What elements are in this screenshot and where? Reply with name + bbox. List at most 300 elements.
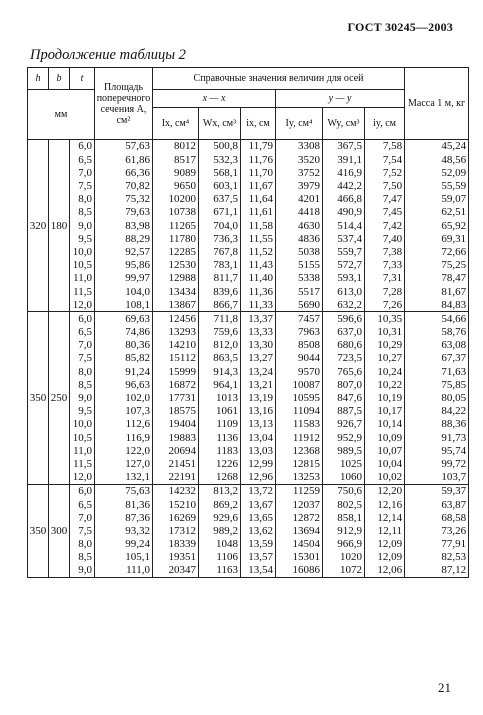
table-row bbox=[28, 298, 469, 312]
cell-iy-moment: 15301 bbox=[276, 551, 323, 564]
header-area: Площадь поперечного сечения A, см² bbox=[95, 68, 153, 140]
table-row bbox=[28, 524, 469, 537]
table-row bbox=[28, 206, 469, 219]
cell-wx-modulus: 759,6 bbox=[199, 326, 241, 339]
table-row bbox=[28, 352, 469, 365]
cell-wx-modulus: 811,7 bbox=[199, 272, 241, 285]
cell-ix-radius: 13,13 bbox=[241, 418, 276, 431]
cell-height: 350 bbox=[28, 312, 49, 484]
cell-area: 105,1 bbox=[95, 551, 153, 564]
table-row bbox=[28, 166, 469, 179]
table-row bbox=[28, 511, 469, 524]
table-row bbox=[28, 180, 469, 193]
cell-iy-radius: 12,16 bbox=[365, 498, 405, 511]
header-axis-y: y — y bbox=[276, 90, 405, 108]
cell-ix-radius: 13,62 bbox=[241, 524, 276, 537]
cell-ix-moment: 9650 bbox=[153, 180, 199, 193]
cell-iy-radius: 10,19 bbox=[365, 392, 405, 405]
cell-ix-moment: 15210 bbox=[153, 498, 199, 511]
table-row bbox=[28, 326, 469, 339]
cell-area: 116,9 bbox=[95, 431, 153, 444]
cell-iy-moment: 5517 bbox=[276, 285, 323, 298]
cell-area: 70,82 bbox=[95, 180, 153, 193]
cell-iy-radius: 10,35 bbox=[365, 312, 405, 326]
cell-ix-radius: 11,67 bbox=[241, 180, 276, 193]
cell-ix-moment: 16269 bbox=[153, 511, 199, 524]
cell-iy-radius: 7,45 bbox=[365, 206, 405, 219]
cell-ix-moment: 11780 bbox=[153, 232, 199, 245]
header-axis-x: x — x bbox=[153, 90, 276, 108]
cell-ix-radius: 11,52 bbox=[241, 246, 276, 259]
cell-mass: 63,87 bbox=[405, 498, 469, 511]
cell-thickness: 11,5 bbox=[70, 458, 95, 471]
cell-wx-modulus: 863,5 bbox=[199, 352, 241, 365]
cell-iy-radius: 7,38 bbox=[365, 246, 405, 259]
cell-iy-radius: 12,09 bbox=[365, 538, 405, 551]
cell-area: 107,3 bbox=[95, 405, 153, 418]
table-row bbox=[28, 219, 469, 232]
header-b: b bbox=[49, 68, 70, 90]
cell-mass: 71,63 bbox=[405, 365, 469, 378]
cell-thickness: 8,5 bbox=[70, 551, 95, 564]
cell-thickness: 7,0 bbox=[70, 339, 95, 352]
cell-iy-radius: 7,40 bbox=[365, 232, 405, 245]
cell-mass: 55,59 bbox=[405, 180, 469, 193]
table-row bbox=[28, 140, 469, 154]
cell-area: 80,36 bbox=[95, 339, 153, 352]
cell-mass: 75,25 bbox=[405, 259, 469, 272]
cell-ix-moment: 12530 bbox=[153, 259, 199, 272]
cell-thickness: 6,5 bbox=[70, 498, 95, 511]
cell-wy-modulus: 926,7 bbox=[323, 418, 365, 431]
cell-thickness: 10,5 bbox=[70, 259, 95, 272]
cell-iy-radius: 10,07 bbox=[365, 444, 405, 457]
cell-area: 81,36 bbox=[95, 498, 153, 511]
cell-thickness: 8,0 bbox=[70, 365, 95, 378]
table-row bbox=[28, 538, 469, 551]
cell-ix-moment: 8012 bbox=[153, 140, 199, 154]
cell-ix-radius: 11,76 bbox=[241, 153, 276, 166]
header-mm: мм bbox=[28, 90, 95, 140]
cell-wx-modulus: 1061 bbox=[199, 405, 241, 418]
cell-ix-moment: 20347 bbox=[153, 564, 199, 578]
cell-wx-modulus: 866,7 bbox=[199, 298, 241, 312]
table-row bbox=[28, 564, 469, 578]
cell-wy-modulus: 1025 bbox=[323, 458, 365, 471]
cell-thickness: 9,0 bbox=[70, 219, 95, 232]
cell-wy-modulus: 537,4 bbox=[323, 232, 365, 245]
table-row bbox=[28, 418, 469, 431]
header-h: h bbox=[28, 68, 49, 90]
cell-wx-modulus: 704,0 bbox=[199, 219, 241, 232]
cell-thickness: 9,0 bbox=[70, 392, 95, 405]
cell-iy-radius: 10,14 bbox=[365, 418, 405, 431]
cell-iy-moment: 7963 bbox=[276, 326, 323, 339]
cell-ix-moment: 18339 bbox=[153, 538, 199, 551]
cell-iy-moment: 3520 bbox=[276, 153, 323, 166]
table-row bbox=[28, 392, 469, 405]
cell-wx-modulus: 1106 bbox=[199, 551, 241, 564]
table-row bbox=[28, 471, 469, 485]
cell-mass: 95,74 bbox=[405, 444, 469, 457]
cell-area: 66,36 bbox=[95, 166, 153, 179]
cell-wx-modulus: 532,3 bbox=[199, 153, 241, 166]
cell-ix-radius: 12,96 bbox=[241, 471, 276, 485]
cell-area: 75,32 bbox=[95, 193, 153, 206]
cell-thickness: 6,5 bbox=[70, 326, 95, 339]
table-row bbox=[28, 339, 469, 352]
cell-ix-moment: 12456 bbox=[153, 312, 199, 326]
cell-thickness: 12,0 bbox=[70, 298, 95, 312]
cell-ix-moment: 18575 bbox=[153, 405, 199, 418]
cell-mass: 103,7 bbox=[405, 471, 469, 485]
cell-mass: 72,66 bbox=[405, 246, 469, 259]
header-reference: Справочные значения величин для осей bbox=[153, 68, 405, 90]
cell-mass: 81,67 bbox=[405, 285, 469, 298]
cell-ix-radius: 11,58 bbox=[241, 219, 276, 232]
cell-iy-radius: 10,27 bbox=[365, 352, 405, 365]
cell-wx-modulus: 568,1 bbox=[199, 166, 241, 179]
cell-mass: 58,76 bbox=[405, 326, 469, 339]
cell-mass: 54,66 bbox=[405, 312, 469, 326]
header-mass: Масса 1 м, кг bbox=[405, 68, 469, 140]
header-wx-modulus: Wx, см³ bbox=[199, 108, 241, 140]
header-t: t bbox=[70, 68, 95, 90]
specification-table bbox=[27, 67, 469, 578]
cell-mass: 68,58 bbox=[405, 511, 469, 524]
cell-iy-radius: 7,26 bbox=[365, 298, 405, 312]
cell-area: 74,86 bbox=[95, 326, 153, 339]
table-row bbox=[28, 378, 469, 391]
cell-thickness: 10,0 bbox=[70, 418, 95, 431]
cell-thickness: 8,5 bbox=[70, 378, 95, 391]
cell-wx-modulus: 500,8 bbox=[199, 140, 241, 154]
cell-ix-radius: 11,36 bbox=[241, 285, 276, 298]
cell-ix-radius: 13,37 bbox=[241, 312, 276, 326]
cell-wy-modulus: 637,0 bbox=[323, 326, 365, 339]
cell-ix-radius: 13,30 bbox=[241, 339, 276, 352]
cell-area: 112,6 bbox=[95, 418, 153, 431]
cell-thickness: 6,5 bbox=[70, 153, 95, 166]
cell-iy-radius: 10,31 bbox=[365, 326, 405, 339]
cell-wx-modulus: 1013 bbox=[199, 392, 241, 405]
cell-iy-moment: 11912 bbox=[276, 431, 323, 444]
cell-thickness: 7,0 bbox=[70, 166, 95, 179]
cell-ix-radius: 13,19 bbox=[241, 392, 276, 405]
cell-iy-radius: 10,17 bbox=[365, 405, 405, 418]
cell-iy-moment: 11583 bbox=[276, 418, 323, 431]
cell-area: 104,0 bbox=[95, 285, 153, 298]
table-row bbox=[28, 285, 469, 298]
page-number: 21 bbox=[438, 680, 451, 695]
cell-ix-moment: 9089 bbox=[153, 166, 199, 179]
cell-iy-moment: 7457 bbox=[276, 312, 323, 326]
cell-ix-moment: 14232 bbox=[153, 484, 199, 498]
cell-iy-moment: 11259 bbox=[276, 484, 323, 498]
cell-mass: 99,72 bbox=[405, 458, 469, 471]
cell-area: 61,86 bbox=[95, 153, 153, 166]
cell-ix-moment: 16872 bbox=[153, 378, 199, 391]
cell-iy-radius: 12,20 bbox=[365, 484, 405, 498]
cell-area: 95,86 bbox=[95, 259, 153, 272]
cell-area: 83,98 bbox=[95, 219, 153, 232]
cell-area: 88,29 bbox=[95, 232, 153, 245]
cell-ix-moment: 11265 bbox=[153, 219, 199, 232]
cell-ix-radius: 13,57 bbox=[241, 551, 276, 564]
cell-iy-radius: 10,02 bbox=[365, 471, 405, 485]
cell-mass: 69,31 bbox=[405, 232, 469, 245]
cell-ix-radius: 13,24 bbox=[241, 365, 276, 378]
cell-thickness: 9,0 bbox=[70, 564, 95, 578]
cell-ix-radius: 13,03 bbox=[241, 444, 276, 457]
cell-thickness: 7,5 bbox=[70, 180, 95, 193]
cell-ix-moment: 19404 bbox=[153, 418, 199, 431]
table-body bbox=[28, 140, 469, 578]
cell-wy-modulus: 632,2 bbox=[323, 298, 365, 312]
cell-iy-moment: 11094 bbox=[276, 405, 323, 418]
cell-thickness: 8,0 bbox=[70, 193, 95, 206]
cell-iy-moment: 5338 bbox=[276, 272, 323, 285]
cell-wx-modulus: 914,3 bbox=[199, 365, 241, 378]
cell-iy-moment: 3979 bbox=[276, 180, 323, 193]
cell-mass: 77,91 bbox=[405, 538, 469, 551]
cell-iy-radius: 10,09 bbox=[365, 431, 405, 444]
cell-ix-moment: 19351 bbox=[153, 551, 199, 564]
cell-iy-moment: 10595 bbox=[276, 392, 323, 405]
cell-wx-modulus: 989,2 bbox=[199, 524, 241, 537]
cell-area: 75,63 bbox=[95, 484, 153, 498]
table-row bbox=[28, 259, 469, 272]
cell-iy-radius: 7,47 bbox=[365, 193, 405, 206]
cell-wy-modulus: 596,6 bbox=[323, 312, 365, 326]
cell-wy-modulus: 912,9 bbox=[323, 524, 365, 537]
table-row bbox=[28, 365, 469, 378]
cell-ix-radius: 13,16 bbox=[241, 405, 276, 418]
cell-iy-moment: 16086 bbox=[276, 564, 323, 578]
cell-thickness: 11,5 bbox=[70, 285, 95, 298]
cell-wx-modulus: 603,1 bbox=[199, 180, 241, 193]
cell-iy-moment: 4836 bbox=[276, 232, 323, 245]
cell-ix-radius: 11,55 bbox=[241, 232, 276, 245]
cell-wx-modulus: 1183 bbox=[199, 444, 241, 457]
cell-wy-modulus: 952,9 bbox=[323, 431, 365, 444]
cell-area: 132,1 bbox=[95, 471, 153, 485]
cell-wy-modulus: 847,6 bbox=[323, 392, 365, 405]
cell-ix-moment: 13293 bbox=[153, 326, 199, 339]
cell-wx-modulus: 671,1 bbox=[199, 206, 241, 219]
table-row bbox=[28, 246, 469, 259]
cell-wy-modulus: 613,0 bbox=[323, 285, 365, 298]
cell-mass: 52,09 bbox=[405, 166, 469, 179]
cell-wx-modulus: 637,5 bbox=[199, 193, 241, 206]
cell-wx-modulus: 869,2 bbox=[199, 498, 241, 511]
cell-area: 79,63 bbox=[95, 206, 153, 219]
cell-mass: 87,12 bbox=[405, 564, 469, 578]
cell-thickness: 11,0 bbox=[70, 444, 95, 457]
cell-wx-modulus: 767,8 bbox=[199, 246, 241, 259]
cell-iy-moment: 4201 bbox=[276, 193, 323, 206]
cell-thickness: 8,5 bbox=[70, 206, 95, 219]
cell-iy-moment: 9044 bbox=[276, 352, 323, 365]
cell-wx-modulus: 964,1 bbox=[199, 378, 241, 391]
table-row bbox=[28, 498, 469, 511]
cell-wy-modulus: 989,5 bbox=[323, 444, 365, 457]
cell-iy-radius: 7,58 bbox=[365, 140, 405, 154]
cell-iy-moment: 5038 bbox=[276, 246, 323, 259]
table-row bbox=[28, 444, 469, 457]
cell-mass: 75,85 bbox=[405, 378, 469, 391]
cell-ix-moment: 22191 bbox=[153, 471, 199, 485]
cell-iy-radius: 10,22 bbox=[365, 378, 405, 391]
cell-ix-radius: 11,79 bbox=[241, 140, 276, 154]
cell-thickness: 10,0 bbox=[70, 246, 95, 259]
cell-wy-modulus: 466,8 bbox=[323, 193, 365, 206]
cell-area: 93,32 bbox=[95, 524, 153, 537]
cell-ix-radius: 11,61 bbox=[241, 206, 276, 219]
cell-thickness: 7,5 bbox=[70, 352, 95, 365]
cell-iy-radius: 10,29 bbox=[365, 339, 405, 352]
cell-ix-moment: 8517 bbox=[153, 153, 199, 166]
cell-thickness: 10,5 bbox=[70, 431, 95, 444]
cell-wy-modulus: 765,6 bbox=[323, 365, 365, 378]
cell-wx-modulus: 736,3 bbox=[199, 232, 241, 245]
cell-ix-moment: 15999 bbox=[153, 365, 199, 378]
table-row bbox=[28, 312, 469, 326]
cell-wy-modulus: 559,7 bbox=[323, 246, 365, 259]
cell-wx-modulus: 1226 bbox=[199, 458, 241, 471]
cell-wy-modulus: 887,5 bbox=[323, 405, 365, 418]
cell-mass: 84,83 bbox=[405, 298, 469, 312]
header-iy-moment: Iy, см⁴ bbox=[276, 108, 323, 140]
cell-ix-radius: 13,67 bbox=[241, 498, 276, 511]
cell-ix-radius: 11,70 bbox=[241, 166, 276, 179]
table-row bbox=[28, 405, 469, 418]
cell-area: 99,97 bbox=[95, 272, 153, 285]
cell-iy-moment: 10087 bbox=[276, 378, 323, 391]
cell-ix-moment: 13434 bbox=[153, 285, 199, 298]
standard-number: ГОСТ 30245—2003 bbox=[347, 20, 453, 34]
table-row bbox=[28, 551, 469, 564]
cell-ix-radius: 13,72 bbox=[241, 484, 276, 498]
cell-iy-moment: 5690 bbox=[276, 298, 323, 312]
cell-mass: 88,36 bbox=[405, 418, 469, 431]
cell-area: 91,24 bbox=[95, 365, 153, 378]
cell-ix-moment: 15112 bbox=[153, 352, 199, 365]
cell-wx-modulus: 839,6 bbox=[199, 285, 241, 298]
cell-wx-modulus: 929,6 bbox=[199, 511, 241, 524]
cell-area: 92,57 bbox=[95, 246, 153, 259]
cell-area: 85,82 bbox=[95, 352, 153, 365]
header-ix-moment: Ix, см⁴ bbox=[153, 108, 199, 140]
header-ix-radius: ix, см bbox=[241, 108, 276, 140]
cell-area: 87,36 bbox=[95, 511, 153, 524]
cell-wx-modulus: 783,1 bbox=[199, 259, 241, 272]
cell-iy-moment: 4630 bbox=[276, 219, 323, 232]
table-row bbox=[28, 193, 469, 206]
cell-thickness: 7,0 bbox=[70, 511, 95, 524]
cell-iy-moment: 4418 bbox=[276, 206, 323, 219]
cell-mass: 78,47 bbox=[405, 272, 469, 285]
cell-ix-radius: 12,99 bbox=[241, 458, 276, 471]
cell-wy-modulus: 1072 bbox=[323, 564, 365, 578]
cell-area: 69,63 bbox=[95, 312, 153, 326]
cell-iy-radius: 12,09 bbox=[365, 551, 405, 564]
cell-mass: 65,92 bbox=[405, 219, 469, 232]
cell-ix-radius: 13,33 bbox=[241, 326, 276, 339]
cell-area: 122,0 bbox=[95, 444, 153, 457]
cell-ix-moment: 12988 bbox=[153, 272, 199, 285]
cell-thickness: 6,0 bbox=[70, 312, 95, 326]
cell-iy-moment: 5155 bbox=[276, 259, 323, 272]
table-header bbox=[28, 68, 469, 140]
cell-iy-moment: 12037 bbox=[276, 498, 323, 511]
cell-ix-radius: 11,43 bbox=[241, 259, 276, 272]
table-caption: Продолжение таблицы 2 bbox=[30, 47, 186, 63]
cell-thickness: 8,0 bbox=[70, 538, 95, 551]
cell-mass: 84,22 bbox=[405, 405, 469, 418]
cell-width: 300 bbox=[49, 484, 70, 577]
cell-wy-modulus: 802,5 bbox=[323, 498, 365, 511]
cell-height: 320 bbox=[28, 140, 49, 312]
table-row bbox=[28, 484, 469, 498]
cell-iy-radius: 12,14 bbox=[365, 511, 405, 524]
cell-wy-modulus: 367,5 bbox=[323, 140, 365, 154]
cell-iy-radius: 10,04 bbox=[365, 458, 405, 471]
table-row bbox=[28, 232, 469, 245]
cell-mass: 80,05 bbox=[405, 392, 469, 405]
cell-mass: 62,51 bbox=[405, 206, 469, 219]
cell-mass: 67,37 bbox=[405, 352, 469, 365]
cell-width: 250 bbox=[49, 312, 70, 484]
cell-iy-radius: 7,28 bbox=[365, 285, 405, 298]
cell-ix-radius: 13,21 bbox=[241, 378, 276, 391]
cell-ix-moment: 17731 bbox=[153, 392, 199, 405]
cell-area: 127,0 bbox=[95, 458, 153, 471]
cell-area: 57,63 bbox=[95, 140, 153, 154]
cell-ix-moment: 19883 bbox=[153, 431, 199, 444]
cell-wy-modulus: 1060 bbox=[323, 471, 365, 485]
cell-ix-moment: 21451 bbox=[153, 458, 199, 471]
table-row bbox=[28, 153, 469, 166]
cell-ix-moment: 10200 bbox=[153, 193, 199, 206]
cell-ix-radius: 13,27 bbox=[241, 352, 276, 365]
cell-width: 180 bbox=[49, 140, 70, 312]
cell-ix-moment: 10738 bbox=[153, 206, 199, 219]
cell-wx-modulus: 1136 bbox=[199, 431, 241, 444]
cell-wy-modulus: 442,2 bbox=[323, 180, 365, 193]
cell-iy-moment: 8508 bbox=[276, 339, 323, 352]
cell-wy-modulus: 858,1 bbox=[323, 511, 365, 524]
cell-iy-radius: 10,24 bbox=[365, 365, 405, 378]
cell-mass: 91,73 bbox=[405, 431, 469, 444]
cell-wy-modulus: 514,4 bbox=[323, 219, 365, 232]
cell-wy-modulus: 750,6 bbox=[323, 484, 365, 498]
cell-height: 350 bbox=[28, 484, 49, 577]
cell-thickness: 12,0 bbox=[70, 471, 95, 485]
cell-area: 108,1 bbox=[95, 298, 153, 312]
cell-wx-modulus: 812,0 bbox=[199, 339, 241, 352]
cell-area: 96,63 bbox=[95, 378, 153, 391]
cell-mass: 45,24 bbox=[405, 140, 469, 154]
table-row bbox=[28, 431, 469, 444]
cell-wx-modulus: 1048 bbox=[199, 538, 241, 551]
cell-thickness: 9,5 bbox=[70, 405, 95, 418]
cell-ix-moment: 14210 bbox=[153, 339, 199, 352]
cell-ix-radius: 11,64 bbox=[241, 193, 276, 206]
cell-mass: 82,53 bbox=[405, 551, 469, 564]
table-row bbox=[28, 458, 469, 471]
cell-ix-radius: 13,65 bbox=[241, 511, 276, 524]
